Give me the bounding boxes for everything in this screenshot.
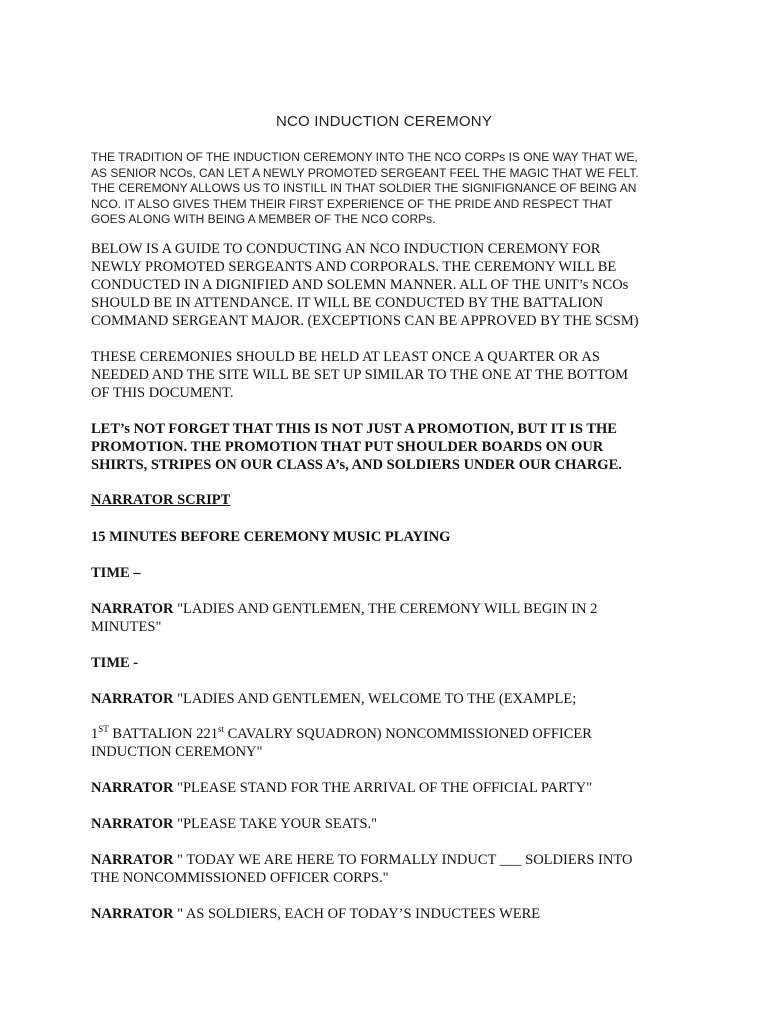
narrator-label: NARRATOR bbox=[91, 601, 174, 617]
unit-text: BATTALION 221 bbox=[108, 726, 218, 742]
unit-ordinal: ST bbox=[98, 724, 109, 735]
narrator-text: "LADIES AND GENTLEMEN, WELCOME TO THE (EXAMPLE; bbox=[173, 691, 577, 707]
narrator-line bbox=[91, 905, 691, 923]
narrator-text: MINUTES" bbox=[91, 619, 162, 635]
guide-line: CONDUCTED IN A DIGNIFIED AND SOLEMN MANNER. ALL OF THE UNIT’s NCOs bbox=[91, 277, 629, 293]
schedule-paragraph bbox=[91, 348, 691, 402]
unit-name-line bbox=[91, 725, 691, 761]
intro-paragraph bbox=[91, 150, 681, 228]
narrator-text: "LADIES AND GENTLEMEN, THE CEREMONY WILL BEGIN IN 2 bbox=[173, 601, 598, 617]
narrator-label: NARRATOR bbox=[91, 780, 174, 796]
page-title: NCO INDUCTION CEREMONY bbox=[275, 113, 493, 130]
narrator-line bbox=[91, 600, 691, 636]
unit-number: 1 bbox=[91, 726, 99, 742]
narrator-line bbox=[91, 779, 691, 797]
intro-line: THE CEREMONY ALLOWS US TO INSTILL IN THAT SOLDIER THE SIGNIFIGNANCE OF BEING AN bbox=[91, 181, 637, 196]
intro-line: GOES ALONG WITH BEING A MEMBER OF THE NCO CORPs. bbox=[91, 212, 436, 227]
intro-line: AS SENIOR NCOs, CAN LET A NEWLY PROMOTED SERGEANT FEEL THE MAGIC THAT WE FELT. bbox=[91, 165, 639, 180]
music-heading: 15 MINUTES BEFORE CEREMONY MUSIC PLAYING bbox=[91, 529, 451, 545]
schedule-line: NEEDED AND THE SITE WILL BE SET UP SIMILAR TO THE ONE AT THE BOTTOM bbox=[91, 367, 629, 383]
unit-text: INDUCTION CEREMONY" bbox=[91, 744, 263, 760]
narrator-label: NARRATOR bbox=[91, 691, 174, 707]
emphasis-line: LET’s NOT FORGET THAT THIS IS NOT JUST A PROMOTION, BUT IT IS THE bbox=[91, 421, 617, 437]
schedule-line: THESE CEREMONIES SHOULD BE HELD AT LEAST ONCE A QUARTER OR AS bbox=[91, 349, 600, 365]
guide-line: SHOULD BE IN ATTENDANCE. IT WILL BE CONDUCTED BY THE BATTALION bbox=[91, 295, 604, 311]
time-label: TIME – bbox=[91, 565, 141, 581]
emphasis-line: PROMOTION. THE PROMOTION THAT PUT SHOULDER BOARDS ON OUR bbox=[91, 439, 604, 455]
narrator-text: " TODAY WE ARE HERE TO FORMALLY INDUCT ___ SOLDIERS INTO bbox=[173, 852, 633, 868]
schedule-line: OF THIS DOCUMENT. bbox=[91, 385, 234, 401]
emphasis-line: SHIRTS, STRIPES ON OUR CLASS A’s, AND SOLDIERS UNDER OUR CHARGE. bbox=[91, 457, 622, 473]
intro-line: NCO. IT ALSO GIVES THEM THEIR FIRST EXPERIENCE OF THE PRIDE AND RESPECT THAT bbox=[91, 196, 613, 211]
narrator-label: NARRATOR bbox=[91, 906, 174, 922]
narrator-line bbox=[91, 690, 691, 708]
intro-line: THE TRADITION OF THE INDUCTION CEREMONY INTO THE NCO CORPs IS ONE WAY THAT WE, bbox=[91, 150, 638, 164]
narrator-label: NARRATOR bbox=[91, 852, 174, 868]
narrator-text: THE NONCOMMISSIONED OFFICER CORPS." bbox=[91, 870, 389, 886]
unit-ordinal: st bbox=[217, 724, 224, 735]
emphasis-paragraph bbox=[91, 420, 691, 474]
guide-line: NEWLY PROMOTED SERGEANTS AND CORPORALS. THE CEREMONY WILL BE bbox=[91, 259, 617, 275]
narrator-line bbox=[91, 815, 691, 833]
narrator-line bbox=[91, 851, 691, 887]
guide-paragraph bbox=[91, 240, 691, 330]
time-label: TIME - bbox=[91, 655, 139, 671]
narrator-text: " AS SOLDIERS, EACH OF TODAY’S INDUCTEES WERE bbox=[173, 906, 541, 922]
script-heading: NARRATOR SCRIPT bbox=[91, 492, 231, 508]
guide-line: COMMAND SERGEANT MAJOR. (EXCEPTIONS CAN BE APPROVED BY THE SCSM) bbox=[91, 313, 639, 329]
guide-line: BELOW IS A GUIDE TO CONDUCTING AN NCO INDUCTION CEREMONY FOR bbox=[91, 241, 601, 257]
narrator-text: "PLEASE TAKE YOUR SEATS." bbox=[173, 816, 378, 832]
narrator-label: NARRATOR bbox=[91, 816, 174, 832]
narrator-text: "PLEASE STAND FOR THE ARRIVAL OF THE OFFICIAL PARTY" bbox=[173, 780, 593, 796]
unit-text: CAVALRY SQUADRON) NONCOMMISSIONED OFFICER bbox=[223, 726, 592, 742]
